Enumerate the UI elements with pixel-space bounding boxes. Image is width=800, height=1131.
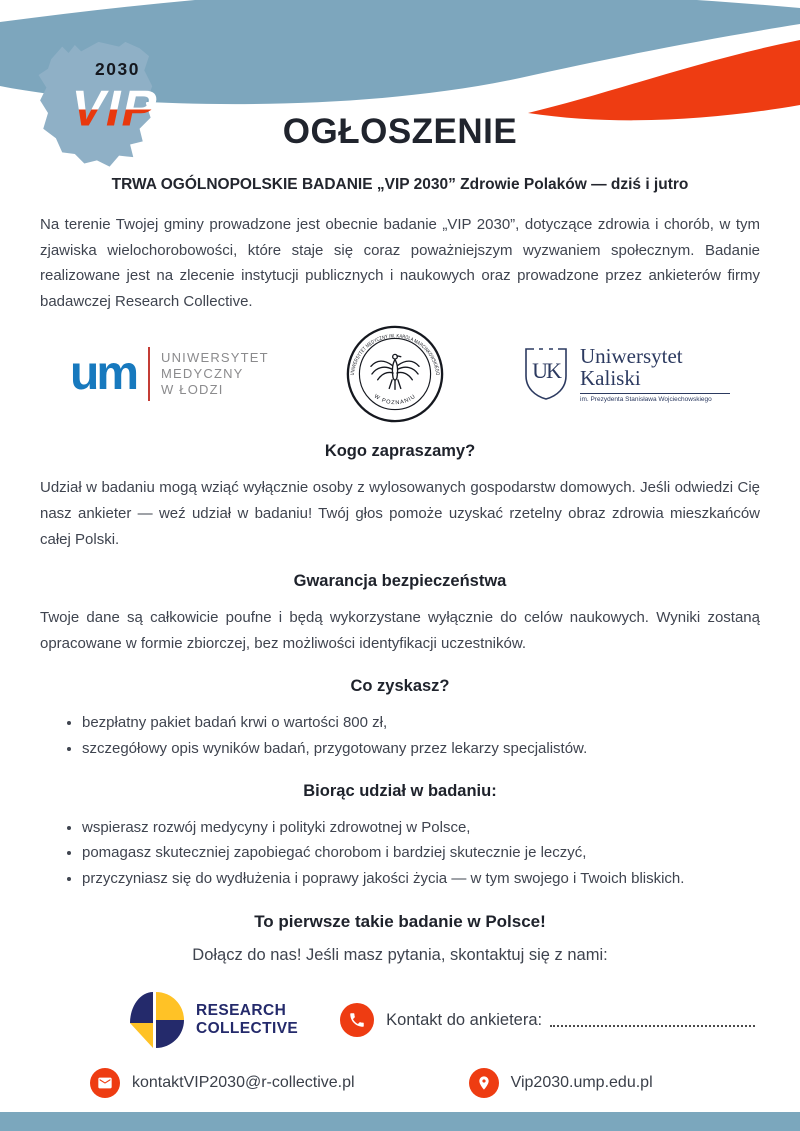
um-lodz-divider — [148, 347, 150, 401]
section-safety — [40, 572, 760, 657]
rc-name-line1: RESEARCH — [196, 1002, 287, 1020]
list-item: • wspierasz rozwój medycyny i polityki zdrowotnej w Polsce, — [82, 815, 760, 841]
uk-kalisz-name-block — [580, 345, 730, 403]
list-item: • przyczyniasz się do wydłużenia i poprawy jakości życia — w tym swojego i Twoich bliskich. — [82, 866, 760, 892]
um-lodz-name — [161, 350, 269, 399]
research-collective-mark — [130, 992, 184, 1048]
interviewer-contact-label: Kontakt do ankietera: — [386, 1010, 543, 1029]
list-item: • szczegółowy opis wyników badań, przygotowany przez lekarzy specjalistów. — [82, 736, 760, 762]
footer-contacts — [90, 1068, 760, 1098]
logo-acronym: VIP — [65, 80, 164, 137]
section-invite — [40, 442, 760, 552]
rc-mark-shape — [130, 992, 153, 1023]
seal-arc-bottom-text: W POZNANIU — [373, 393, 418, 407]
uk-kalisz-logo — [522, 345, 730, 403]
rc-mark-shape — [156, 1020, 184, 1048]
vip-2030-logo — [28, 34, 188, 184]
safety-body: Twoje dane są całkowicie poufne i będą wykorzystane wyłącznie do celów naukowych. Wyniki zostaną opracowane w formie zbiorczej, bez możliwości identyfikacji uczestników. — [40, 609, 760, 653]
safety-heading: Gwarancja bezpieczeństwa — [293, 572, 507, 591]
eagle-emblem-icon — [371, 354, 419, 389]
rc-name-line2: COLLECTIVE — [196, 1020, 299, 1037]
main-content — [40, 212, 760, 965]
rc-mark-shape — [130, 1023, 153, 1048]
seal-inner-ring — [360, 338, 431, 409]
uk-shield-letters: UK — [532, 358, 560, 383]
email-contact — [90, 1068, 355, 1098]
um-lodz-name-line1: UNIWERSYTET — [161, 349, 269, 365]
uk-shield-icon — [522, 346, 570, 402]
seal-arc-top-text: UNIWERSYTET MEDYCZNY IM. KAROLA MARCINKOWSKIEGO — [350, 333, 441, 377]
uk-subline: im. Prezydenta Stanisława Wojciechowskiego — [580, 396, 712, 404]
seal-outer-ring — [348, 327, 442, 421]
email-text: kontaktVIP2030@r-collective.pl — [132, 1074, 355, 1091]
gains-list — [40, 710, 760, 762]
logo-year: 2030 — [95, 59, 140, 80]
participation-list — [40, 815, 760, 892]
list-item: • pomagasz skuteczniej zapobiegać chorobom i bardziej skutecznie je leczyć, — [82, 840, 760, 866]
rc-mark-shape — [156, 992, 184, 1020]
page-title: OGŁOSZENIE — [282, 112, 518, 151]
invite-body: Udział w badaniu mogą wziąć wyłącznie osoby z wylosowanych gospodarstw domowych. Jeśli odwiedzi Cię nasz ankieter — weź udział w badaniu! Twój głos pomoże uzyskać rzetelny obraz zdrowia mieszkańców całej Polski. — [40, 479, 760, 548]
section-gains — [40, 677, 760, 762]
interviewer-contact-row — [130, 992, 755, 1048]
closing-line: Dołącz do nas! Jeśli masz pytania, skontaktuj się z nami: — [192, 945, 608, 964]
list-item: • bezpłatny pakiet badań krwi o wartości 800 zł, — [82, 710, 760, 736]
invite-heading: Kogo zapraszamy? — [324, 442, 476, 460]
location-pin-icon — [469, 1068, 499, 1098]
closing-heading: To pierwsze takie badanie w Polsce! — [254, 911, 546, 931]
bottom-bar — [0, 1112, 800, 1131]
poznan-university-seal — [345, 324, 445, 424]
section-participation — [40, 782, 760, 892]
um-lodz-monogram: um — [70, 347, 136, 400]
participation-heading: Biorąc udział w badaniu: — [303, 781, 497, 800]
page-subtitle: TRWA OGÓLNOPOLSKIE BADANIE „VIP 2030” Zdrowie Polaków — dziś i jutro — [111, 176, 689, 193]
section-closing — [40, 912, 760, 965]
research-collective-name — [196, 1002, 298, 1038]
gains-heading: Co zyskasz? — [350, 676, 450, 695]
uk-rule — [580, 393, 730, 394]
intro-paragraph: Na terenie Twojej gminy prowadzone jest obecnie badanie „VIP 2030”, dotyczące zdrowia i chorób, w tym zjawiska wielochorobowości, które staje się coraz poważniejszym wyzwaniem społecznym. Badanie realizowane jest na zlecenie instytucji publicznych i naukowych oraz prowadzone przez ankieterów firmy badawczej Research Collective. — [40, 216, 760, 310]
phone-icon — [340, 1003, 374, 1037]
um-lodz-name-line3: W ŁODZI — [161, 382, 224, 398]
website-text: Vip2030.ump.edu.pl — [510, 1074, 653, 1091]
uk-name-line2: Kaliski — [580, 366, 641, 390]
hero-header — [0, 0, 800, 200]
um-lodz-logo — [70, 347, 269, 401]
envelope-icon — [90, 1068, 120, 1098]
research-collective-logo — [130, 992, 298, 1048]
uk-name-line1: Uniwersytet — [580, 343, 683, 368]
website-contact — [469, 1068, 653, 1098]
write-in-dotted-line — [550, 1011, 755, 1027]
partner-logos-row — [70, 326, 730, 422]
um-lodz-name-line2: MEDYCZNY — [161, 365, 244, 381]
